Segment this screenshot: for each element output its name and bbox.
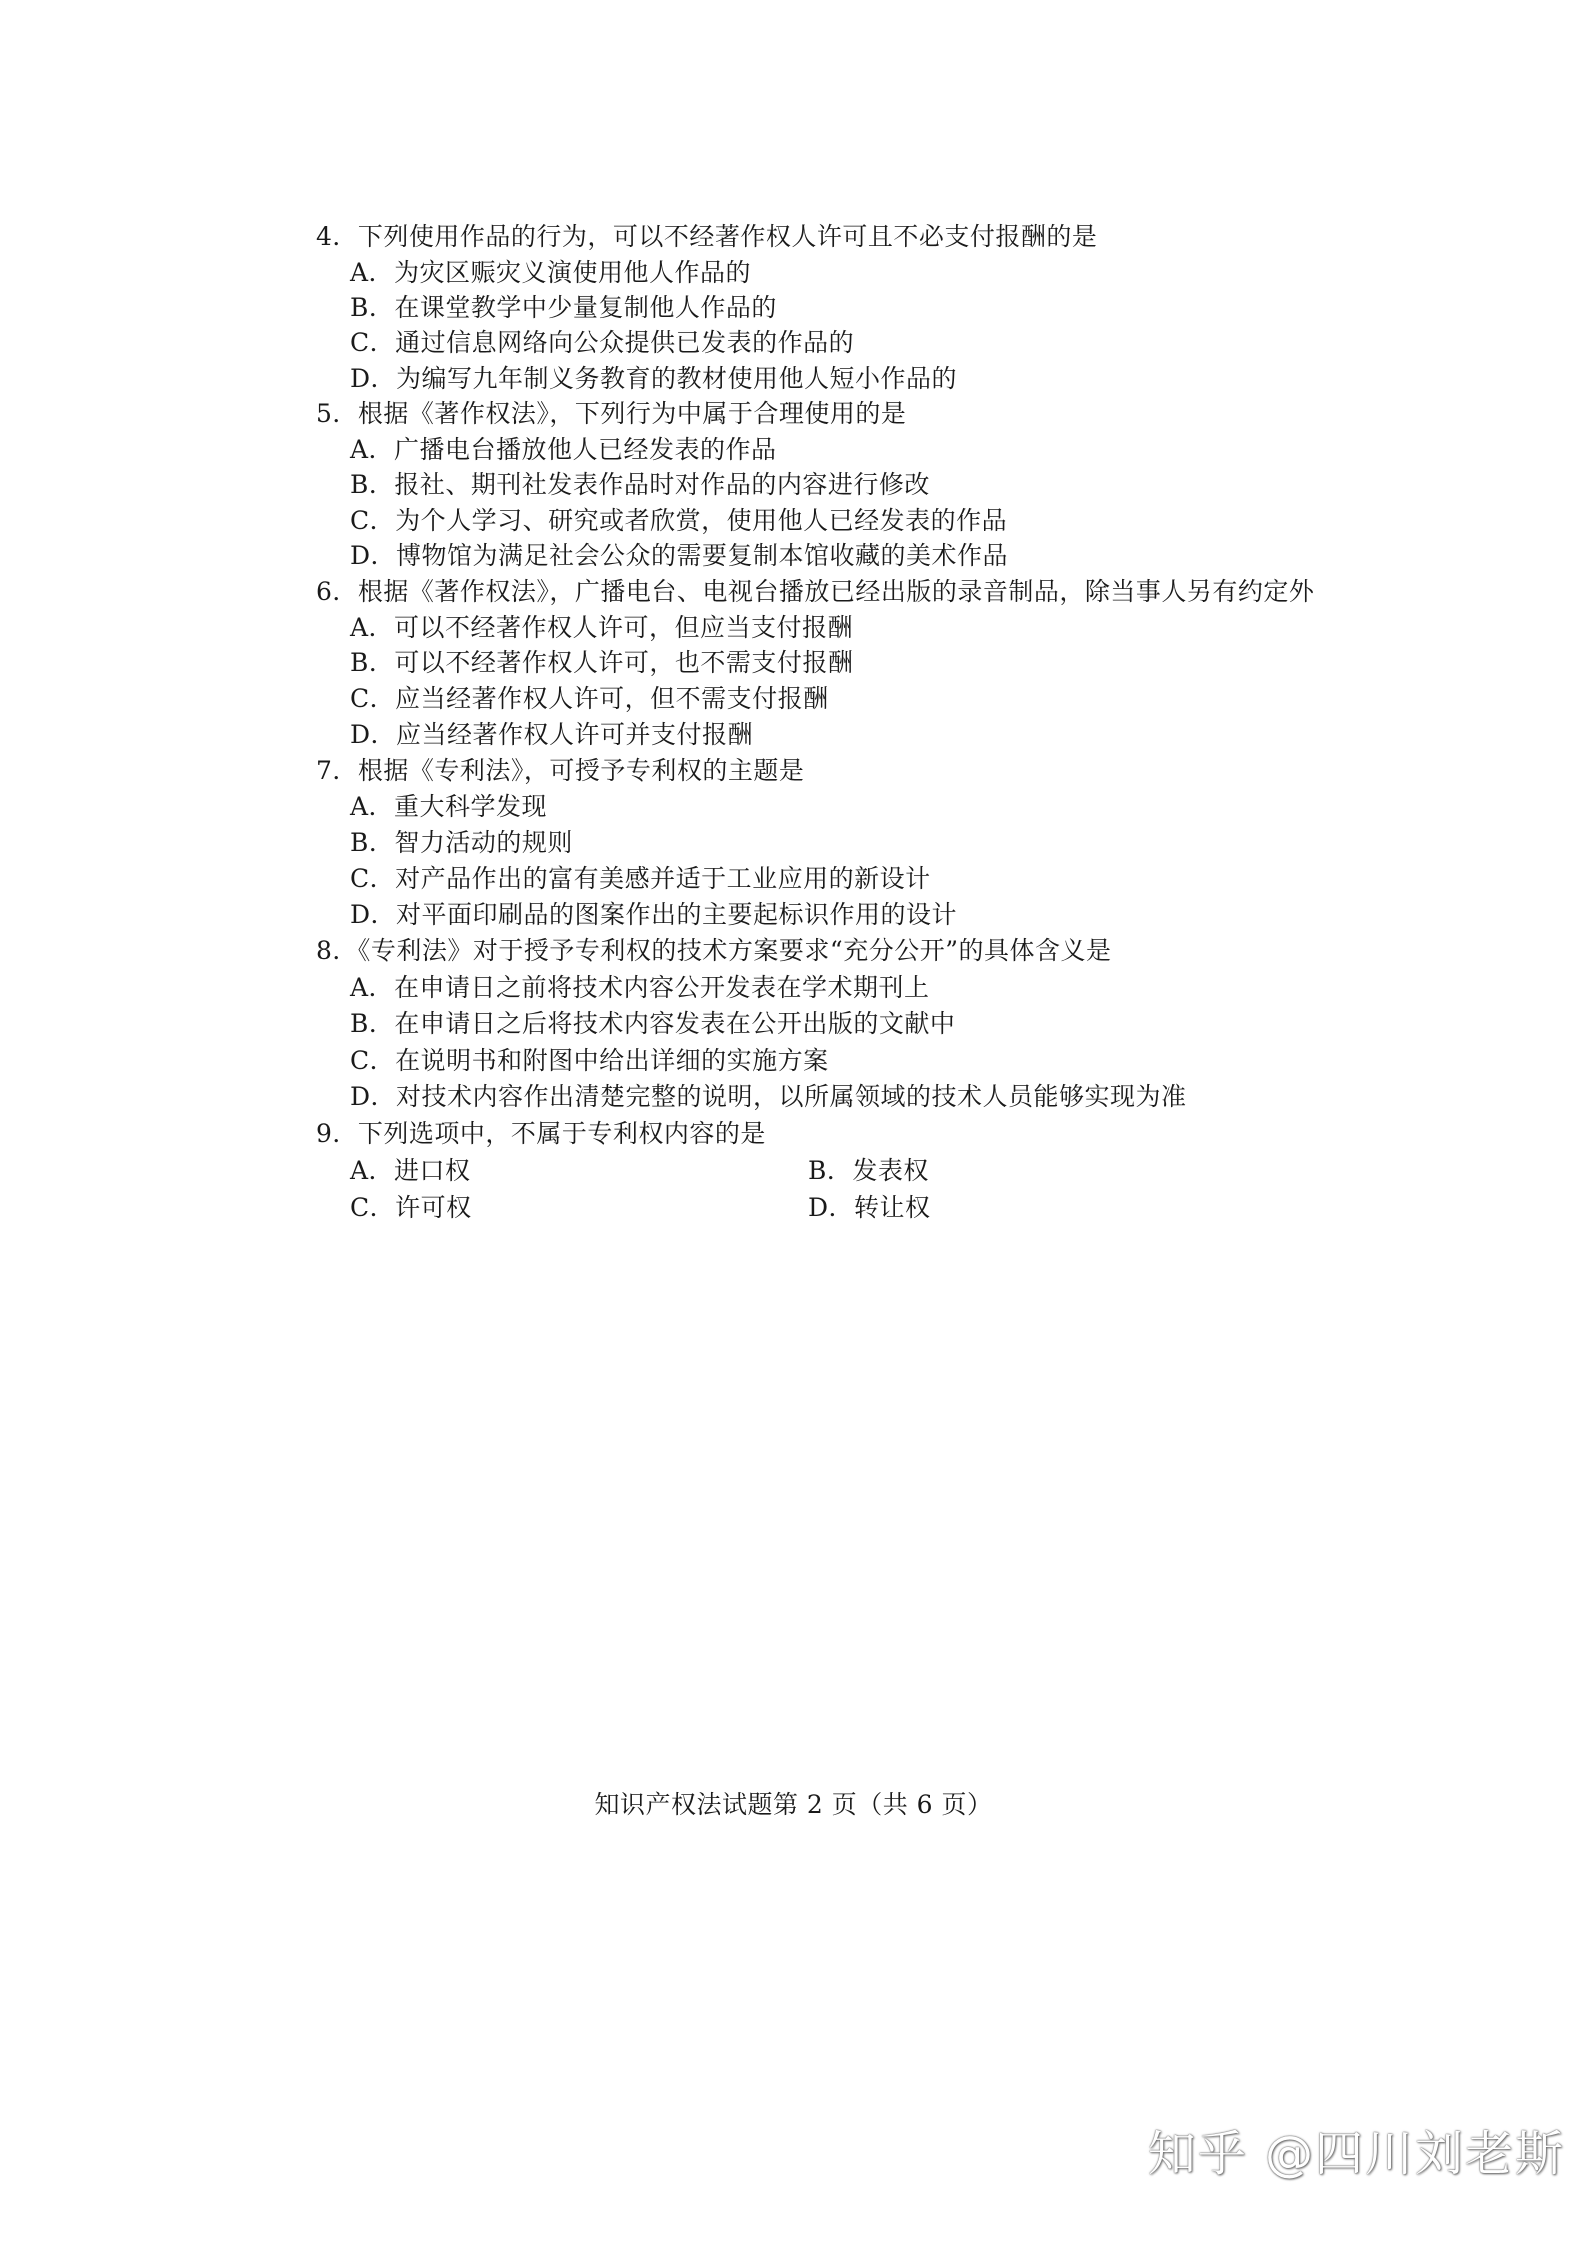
question-8-option-c: C．在说明书和附图中给出详细的实施方案 (350, 1046, 829, 1075)
question-5-option-c: C．为个人学习、研究或者欣赏，使用他人已经发表的作品 (350, 506, 1008, 535)
question-5-option-b: B．报社、期刊社发表作品时对作品的内容进行修改 (350, 470, 930, 499)
question-6-option-b: B．可以不经著作权人许可，也不需支付报酬 (350, 648, 854, 677)
question-7-stem: 7．根据《专利法》，可授予专利权的主题是 (316, 756, 805, 785)
question-4-option-c: C．通过信息网络向公众提供已发表的作品的 (350, 328, 855, 357)
zhihu-watermark: 知乎 @四川刘老斯 (1147, 2126, 1565, 2182)
question-5-stem: 5．根据《著作权法》，下列行为中属于合理使用的是 (316, 399, 907, 428)
question-7-option-a: A．重大科学发现 (350, 792, 548, 821)
question-9-option-b: B．发表权 (808, 1156, 929, 1185)
question-4-option-a: A．为灾区赈灾义演使用他人作品的 (350, 258, 752, 287)
question-7-option-b: B．智力活动的规则 (350, 828, 573, 857)
question-8-stem: 8．《专利法》对于授予专利权的技术方案要求“充分公开”的具体含义是 (316, 936, 1112, 965)
question-5-option-d: D．博物馆为满足社会公众的需要复制本馆收藏的美术作品 (350, 541, 1009, 570)
question-6-option-a: A．可以不经著作权人许可，但应当支付报酬 (350, 613, 854, 642)
question-9-option-c: C．许可权 (350, 1193, 472, 1222)
question-6-option-c: C．应当经著作权人许可，但不需支付报酬 (350, 684, 829, 713)
question-8-option-a: A．在申请日之前将技术内容公开发表在学术期刊上 (350, 973, 930, 1002)
question-9-option-a: A．进口权 (350, 1156, 471, 1185)
question-4-option-b: B．在课堂教学中少量复制他人作品的 (350, 293, 777, 322)
question-5-option-a: A．广播电台播放他人已经发表的作品 (350, 435, 777, 464)
question-6-stem: 6．根据《著作权法》，广播电台、电视台播放已经出版的录音制品，除当事人另有约定外 (316, 577, 1315, 606)
question-9-option-d: D．转让权 (808, 1193, 931, 1222)
question-8-option-d: D．对技术内容作出清楚完整的说明，以所属领域的技术人员能够实现为准 (350, 1082, 1187, 1111)
page-footer: 知识产权法试题第 2 页（共 6 页） (594, 1790, 993, 1819)
question-9-stem: 9．下列选项中，不属于专利权内容的是 (316, 1119, 766, 1148)
question-7-option-d: D．对平面印刷品的图案作出的主要起标识作用的设计 (350, 900, 958, 929)
question-4-stem: 4．下列使用作品的行为，可以不经著作权人许可且不必支付报酬的是 (316, 222, 1098, 251)
question-7-option-c: C．对产品作出的富有美感并适于工业应用的新设计 (350, 864, 931, 893)
question-6-option-d: D．应当经著作权人许可并支付报酬 (350, 720, 754, 749)
question-8-option-b: B．在申请日之后将技术内容发表在公开出版的文献中 (350, 1009, 956, 1038)
question-4-option-d: D．为编写九年制义务教育的教材使用他人短小作品的 (350, 364, 958, 393)
